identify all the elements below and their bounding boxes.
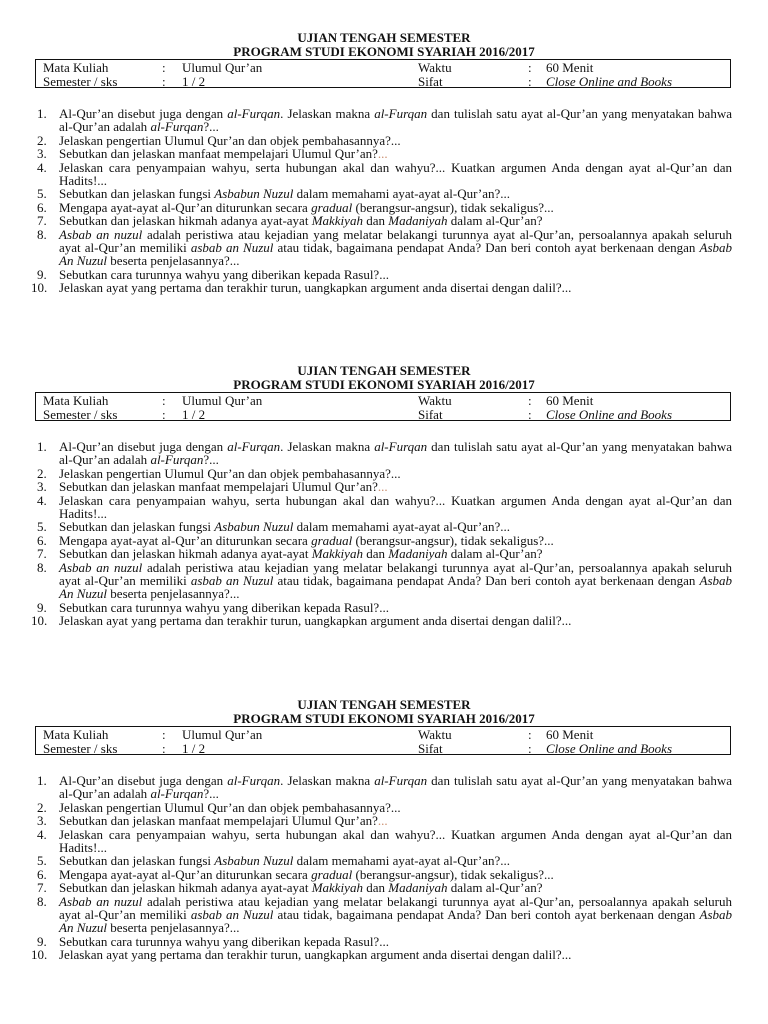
nature-value: Close Online and Books (546, 74, 673, 89)
question-text: Jelaskan ayat yang pertama dan terakhir turun, uangkapkan argument anda disertai dengan dalil?... (59, 613, 572, 629)
question-text: Sebutkan dan jelaskan manfaat mempelajari Ulumul Qur’an? (59, 479, 378, 495)
question-text: dalam al-Qur’an? (447, 213, 543, 229)
question-text: Mengapa ayat-ayat al-Qur’an diturunkan secara (59, 532, 312, 548)
colon: : (528, 727, 532, 742)
question-text: Sebutkan dan jelaskan hikmah adanya ayat-ayat (59, 213, 312, 229)
emphasized-term: al-Furqan (374, 106, 428, 121)
time-value: 60 Menit (546, 393, 594, 408)
question-item (0, 201, 768, 214)
question-item (0, 601, 768, 614)
exam-title: UJIAN TENGAH SEMESTER (297, 697, 471, 712)
course-value: Ulumul Qur’an (182, 393, 263, 408)
question-list (0, 774, 768, 962)
question-number: 9. (37, 599, 47, 615)
question-number: 10. (31, 280, 48, 296)
course-label: Mata Kuliah (43, 727, 109, 742)
exam-section-1 (0, 30, 768, 296)
question-text: Jelaskan pengertian Ulumul Qur’an dan objek pembahasannya?... (59, 465, 401, 481)
question-number: 6. (37, 866, 47, 882)
question-text: Jelaskan pengertian Ulumul Qur’an dan objek pembahasannya?... (59, 799, 401, 815)
question-number: 1. (37, 439, 47, 454)
question-item (0, 187, 768, 200)
nature-label: Sifat (418, 407, 443, 422)
emphasized-term: Madaniyah (388, 213, 448, 229)
time-value: 60 Menit (546, 60, 594, 75)
semester-label: Semester / sks (43, 407, 118, 422)
question-text: ... (377, 146, 388, 162)
question-text: Al-Qur’an disebut juga dengan (59, 106, 228, 121)
colon: : (162, 407, 166, 422)
question-text: Sebutkan dan jelaskan fungsi (59, 519, 215, 535)
question-text: beserta penjelasannya?... (107, 920, 240, 936)
question-item (0, 520, 768, 533)
question-item (0, 107, 768, 134)
question-text: dalam memahami ayat-ayat al-Qur’an?... (293, 519, 511, 535)
question-text: atau tidak, bagaimana pendapat Anda? Dan beri contoh ayat berkenaan dengan (273, 573, 700, 589)
question-item (0, 895, 768, 935)
question-item (0, 440, 768, 467)
exam-title: UJIAN TENGAH SEMESTER (297, 363, 471, 378)
course-label: Mata Kuliah (43, 60, 109, 75)
colon: : (528, 741, 532, 756)
question-number: 6. (37, 532, 47, 548)
question-text: Jelaskan ayat yang pertama dan terakhir turun, uangkapkan argument anda disertai dengan dalil?... (59, 947, 572, 963)
question-item (0, 561, 768, 601)
emphasized-term: Makkiyah (311, 546, 363, 562)
question-text: Al-Qur’an disebut juga dengan (59, 439, 228, 454)
colon: : (162, 741, 166, 756)
question-number: 2. (37, 465, 47, 481)
emphasized-term: asbab an Nuzul (190, 907, 274, 923)
question-text: ?... (203, 119, 219, 135)
question-text: (berangsur-angsur), tidak sekaligus?... (352, 199, 554, 215)
course-info-table (35, 726, 731, 755)
question-number: 8. (37, 559, 47, 575)
question-number: 7. (37, 546, 47, 562)
colon: : (528, 393, 532, 408)
emphasized-term: Asbab An Nuzul (59, 573, 733, 602)
program-title: PROGRAM STUDI EKONOMI SYARIAH 2016/2017 (233, 43, 535, 59)
course-value: Ulumul Qur’an (182, 727, 263, 742)
question-number: 3. (37, 146, 47, 162)
program-title: PROGRAM STUDI EKONOMI SYARIAH 2016/2017 (233, 376, 535, 392)
question-text: Jelaskan cara penyampaian wahyu, serta hubungan akal dan wahyu?... Kuatkan argumen Anda dengan ayat al-Qur’an dan Hadits!... (59, 159, 732, 189)
question-text: Sebutkan dan jelaskan manfaat mempelajari Ulumul Qur’an? (59, 813, 378, 829)
question-number: 2. (37, 132, 47, 148)
question-text: dan (362, 880, 389, 896)
question-text: dalam al-Qur’an? (447, 880, 543, 896)
colon: : (528, 74, 532, 89)
question-item (0, 467, 768, 480)
question-item (0, 814, 768, 827)
question-number: 3. (37, 479, 47, 495)
question-item (0, 214, 768, 227)
emphasized-term: al-Furqan (150, 786, 204, 802)
question-text: dan tulislah satu ayat al-Qur’an yang menyatakan bahwa al-Qur’an adalah (59, 773, 732, 802)
semester-value: 1 / 2 (182, 741, 206, 756)
colon: : (528, 60, 532, 75)
question-item (0, 147, 768, 160)
question-item (0, 948, 768, 961)
question-text: Sebutkan dan jelaskan fungsi (59, 853, 215, 869)
emphasized-term: Asbab an nuzul (59, 893, 143, 909)
question-text: Jelaskan ayat yang pertama dan terakhir turun, uangkapkan argument anda disertai dengan dalil?... (59, 280, 572, 296)
question-item (0, 534, 768, 547)
time-value: 60 Menit (546, 727, 594, 742)
question-text: Sebutkan cara turunnya wahyu yang diberikan kepada Rasul?... (59, 933, 389, 949)
emphasized-term: Asbabun Nuzul (214, 519, 294, 535)
semester-label: Semester / sks (43, 74, 118, 89)
question-number: 8. (37, 893, 47, 909)
question-number: 7. (37, 880, 47, 896)
question-text: atau tidak, bagaimana pendapat Anda? Dan beri contoh ayat berkenaan dengan (273, 907, 700, 923)
nature-value: Close Online and Books (546, 407, 673, 422)
question-text: (berangsur-angsur), tidak sekaligus?... (352, 866, 554, 882)
question-number: 5. (37, 186, 47, 202)
exam-title: UJIAN TENGAH SEMESTER (297, 30, 471, 45)
question-number: 5. (37, 853, 47, 869)
question-item (0, 614, 768, 627)
question-text: ... (377, 479, 388, 495)
colon: : (162, 60, 166, 75)
emphasized-term: al-Furqan (227, 439, 281, 454)
question-number: 8. (37, 226, 47, 242)
colon: : (162, 727, 166, 742)
question-text: Sebutkan dan jelaskan fungsi (59, 186, 215, 202)
emphasized-term: Asbabun Nuzul (214, 186, 294, 202)
question-text: . Jelaskan makna (280, 106, 375, 121)
exam-section-3 (0, 697, 768, 963)
emphasized-term: asbab an Nuzul (190, 240, 274, 256)
semester-label: Semester / sks (43, 741, 118, 756)
emphasized-term: al-Furqan (374, 439, 428, 454)
nature-value: Close Online and Books (546, 741, 673, 756)
question-number: 1. (37, 106, 47, 121)
question-text: Jelaskan cara penyampaian wahyu, serta hubungan akal dan wahyu?... Kuatkan argumen Anda dengan ayat al-Qur’an dan Hadits!... (59, 826, 732, 856)
emphasized-term: Madaniyah (388, 546, 448, 562)
question-text: beserta penjelasannya?... (107, 253, 240, 269)
question-item (0, 281, 768, 294)
emphasized-term: Asbab An Nuzul (59, 907, 733, 936)
question-text: adalah peristiwa atau kejadian yang melatar belakangi turunnya ayat al-Qur’an, persoalannya apakah seluruh ayat al-Qur’an memiliki (59, 893, 733, 923)
question-text: Sebutkan dan jelaskan hikmah adanya ayat-ayat (59, 546, 312, 562)
question-text: . Jelaskan makna (280, 773, 375, 788)
question-text: dan tulislah satu ayat al-Qur’an yang menyatakan bahwa al-Qur’an adalah (59, 439, 732, 468)
nature-label: Sifat (418, 741, 443, 756)
question-text: Jelaskan pengertian Ulumul Qur’an dan objek pembahasannya?... (59, 132, 401, 148)
question-item (0, 480, 768, 493)
question-number: 1. (37, 773, 47, 788)
question-number: 6. (37, 199, 47, 215)
emphasized-term: al-Furqan (227, 106, 281, 121)
question-number: 4. (37, 492, 47, 508)
time-label: Waktu (418, 60, 452, 75)
question-number: 9. (37, 933, 47, 949)
exam-section-2 (0, 363, 768, 629)
question-number: 4. (37, 826, 47, 842)
question-list (0, 107, 768, 295)
question-text: ?... (203, 786, 219, 802)
question-number: 10. (31, 613, 48, 629)
nature-label: Sifat (418, 74, 443, 89)
question-item (0, 854, 768, 867)
question-item (0, 494, 768, 521)
question-text: adalah peristiwa atau kejadian yang melatar belakangi turunnya ayat al-Qur’an, persoalannya apakah seluruh ayat al-Qur’an memiliki (59, 559, 733, 589)
question-number: 7. (37, 213, 47, 229)
question-text: ... (377, 813, 388, 829)
question-number: 9. (37, 266, 47, 282)
question-number: 3. (37, 813, 47, 829)
question-number: 5. (37, 519, 47, 535)
question-item (0, 228, 768, 268)
question-item (0, 161, 768, 188)
colon: : (528, 407, 532, 422)
emphasized-term: Makkiyah (311, 213, 363, 229)
question-item (0, 268, 768, 281)
time-label: Waktu (418, 393, 452, 408)
question-text: atau tidak, bagaimana pendapat Anda? Dan beri contoh ayat berkenaan dengan (273, 240, 700, 256)
question-text: Jelaskan cara penyampaian wahyu, serta hubungan akal dan wahyu?... Kuatkan argumen Anda dengan ayat al-Qur’an dan Hadits!... (59, 492, 732, 522)
question-text: beserta penjelasannya?... (107, 586, 240, 602)
question-text: dalam memahami ayat-ayat al-Qur’an?... (293, 853, 511, 869)
question-text: dalam memahami ayat-ayat al-Qur’an?... (293, 186, 511, 202)
emphasized-term: gradual (311, 532, 353, 548)
question-text: dalam al-Qur’an? (447, 546, 543, 562)
time-label: Waktu (418, 727, 452, 742)
emphasized-term: Madaniyah (388, 880, 448, 896)
question-item (0, 935, 768, 948)
course-label: Mata Kuliah (43, 393, 109, 408)
question-text: ?... (203, 452, 219, 468)
emphasized-term: Makkiyah (311, 880, 363, 896)
question-text: (berangsur-angsur), tidak sekaligus?... (352, 532, 554, 548)
emphasized-term: al-Furqan (150, 452, 204, 468)
emphasized-term: Asbabun Nuzul (214, 853, 294, 869)
question-text: dan (362, 546, 389, 562)
question-text: Sebutkan dan jelaskan hikmah adanya ayat-ayat (59, 880, 312, 896)
question-item (0, 774, 768, 801)
question-text: Sebutkan cara turunnya wahyu yang diberikan kepada Rasul?... (59, 266, 389, 282)
question-list (0, 440, 768, 628)
emphasized-term: gradual (311, 866, 353, 882)
emphasized-term: Asbab an nuzul (59, 226, 143, 242)
question-item (0, 828, 768, 855)
emphasized-term: gradual (311, 199, 353, 215)
program-title: PROGRAM STUDI EKONOMI SYARIAH 2016/2017 (233, 710, 535, 726)
emphasized-term: al-Furqan (227, 773, 281, 788)
question-item (0, 134, 768, 147)
question-text: Mengapa ayat-ayat al-Qur’an diturunkan secara (59, 199, 312, 215)
question-number: 10. (31, 947, 48, 963)
course-info-table (35, 392, 731, 421)
emphasized-term: Asbab An Nuzul (59, 240, 733, 269)
question-text: Al-Qur’an disebut juga dengan (59, 773, 228, 788)
question-text: dan tulislah satu ayat al-Qur’an yang menyatakan bahwa al-Qur’an adalah (59, 106, 732, 135)
emphasized-term: al-Furqan (374, 773, 428, 788)
question-item (0, 547, 768, 560)
question-item (0, 801, 768, 814)
question-item (0, 868, 768, 881)
emphasized-term: al-Furqan (150, 119, 204, 135)
question-text: Sebutkan dan jelaskan manfaat mempelajari Ulumul Qur’an? (59, 146, 378, 162)
question-text: Sebutkan cara turunnya wahyu yang diberikan kepada Rasul?... (59, 599, 389, 615)
colon: : (162, 393, 166, 408)
semester-value: 1 / 2 (182, 74, 206, 89)
emphasized-term: Asbab an nuzul (59, 559, 143, 575)
question-text: Mengapa ayat-ayat al-Qur’an diturunkan secara (59, 866, 312, 882)
question-number: 2. (37, 799, 47, 815)
colon: : (162, 74, 166, 89)
question-text: adalah peristiwa atau kejadian yang melatar belakangi turunnya ayat al-Qur’an, persoalannya apakah seluruh ayat al-Qur’an memiliki (59, 226, 733, 256)
course-value: Ulumul Qur’an (182, 60, 263, 75)
question-text: . Jelaskan makna (280, 439, 375, 454)
question-item (0, 881, 768, 894)
emphasized-term: asbab an Nuzul (190, 573, 274, 589)
semester-value: 1 / 2 (182, 407, 206, 422)
course-info-table (35, 59, 731, 88)
question-text: dan (362, 213, 389, 229)
question-number: 4. (37, 159, 47, 175)
